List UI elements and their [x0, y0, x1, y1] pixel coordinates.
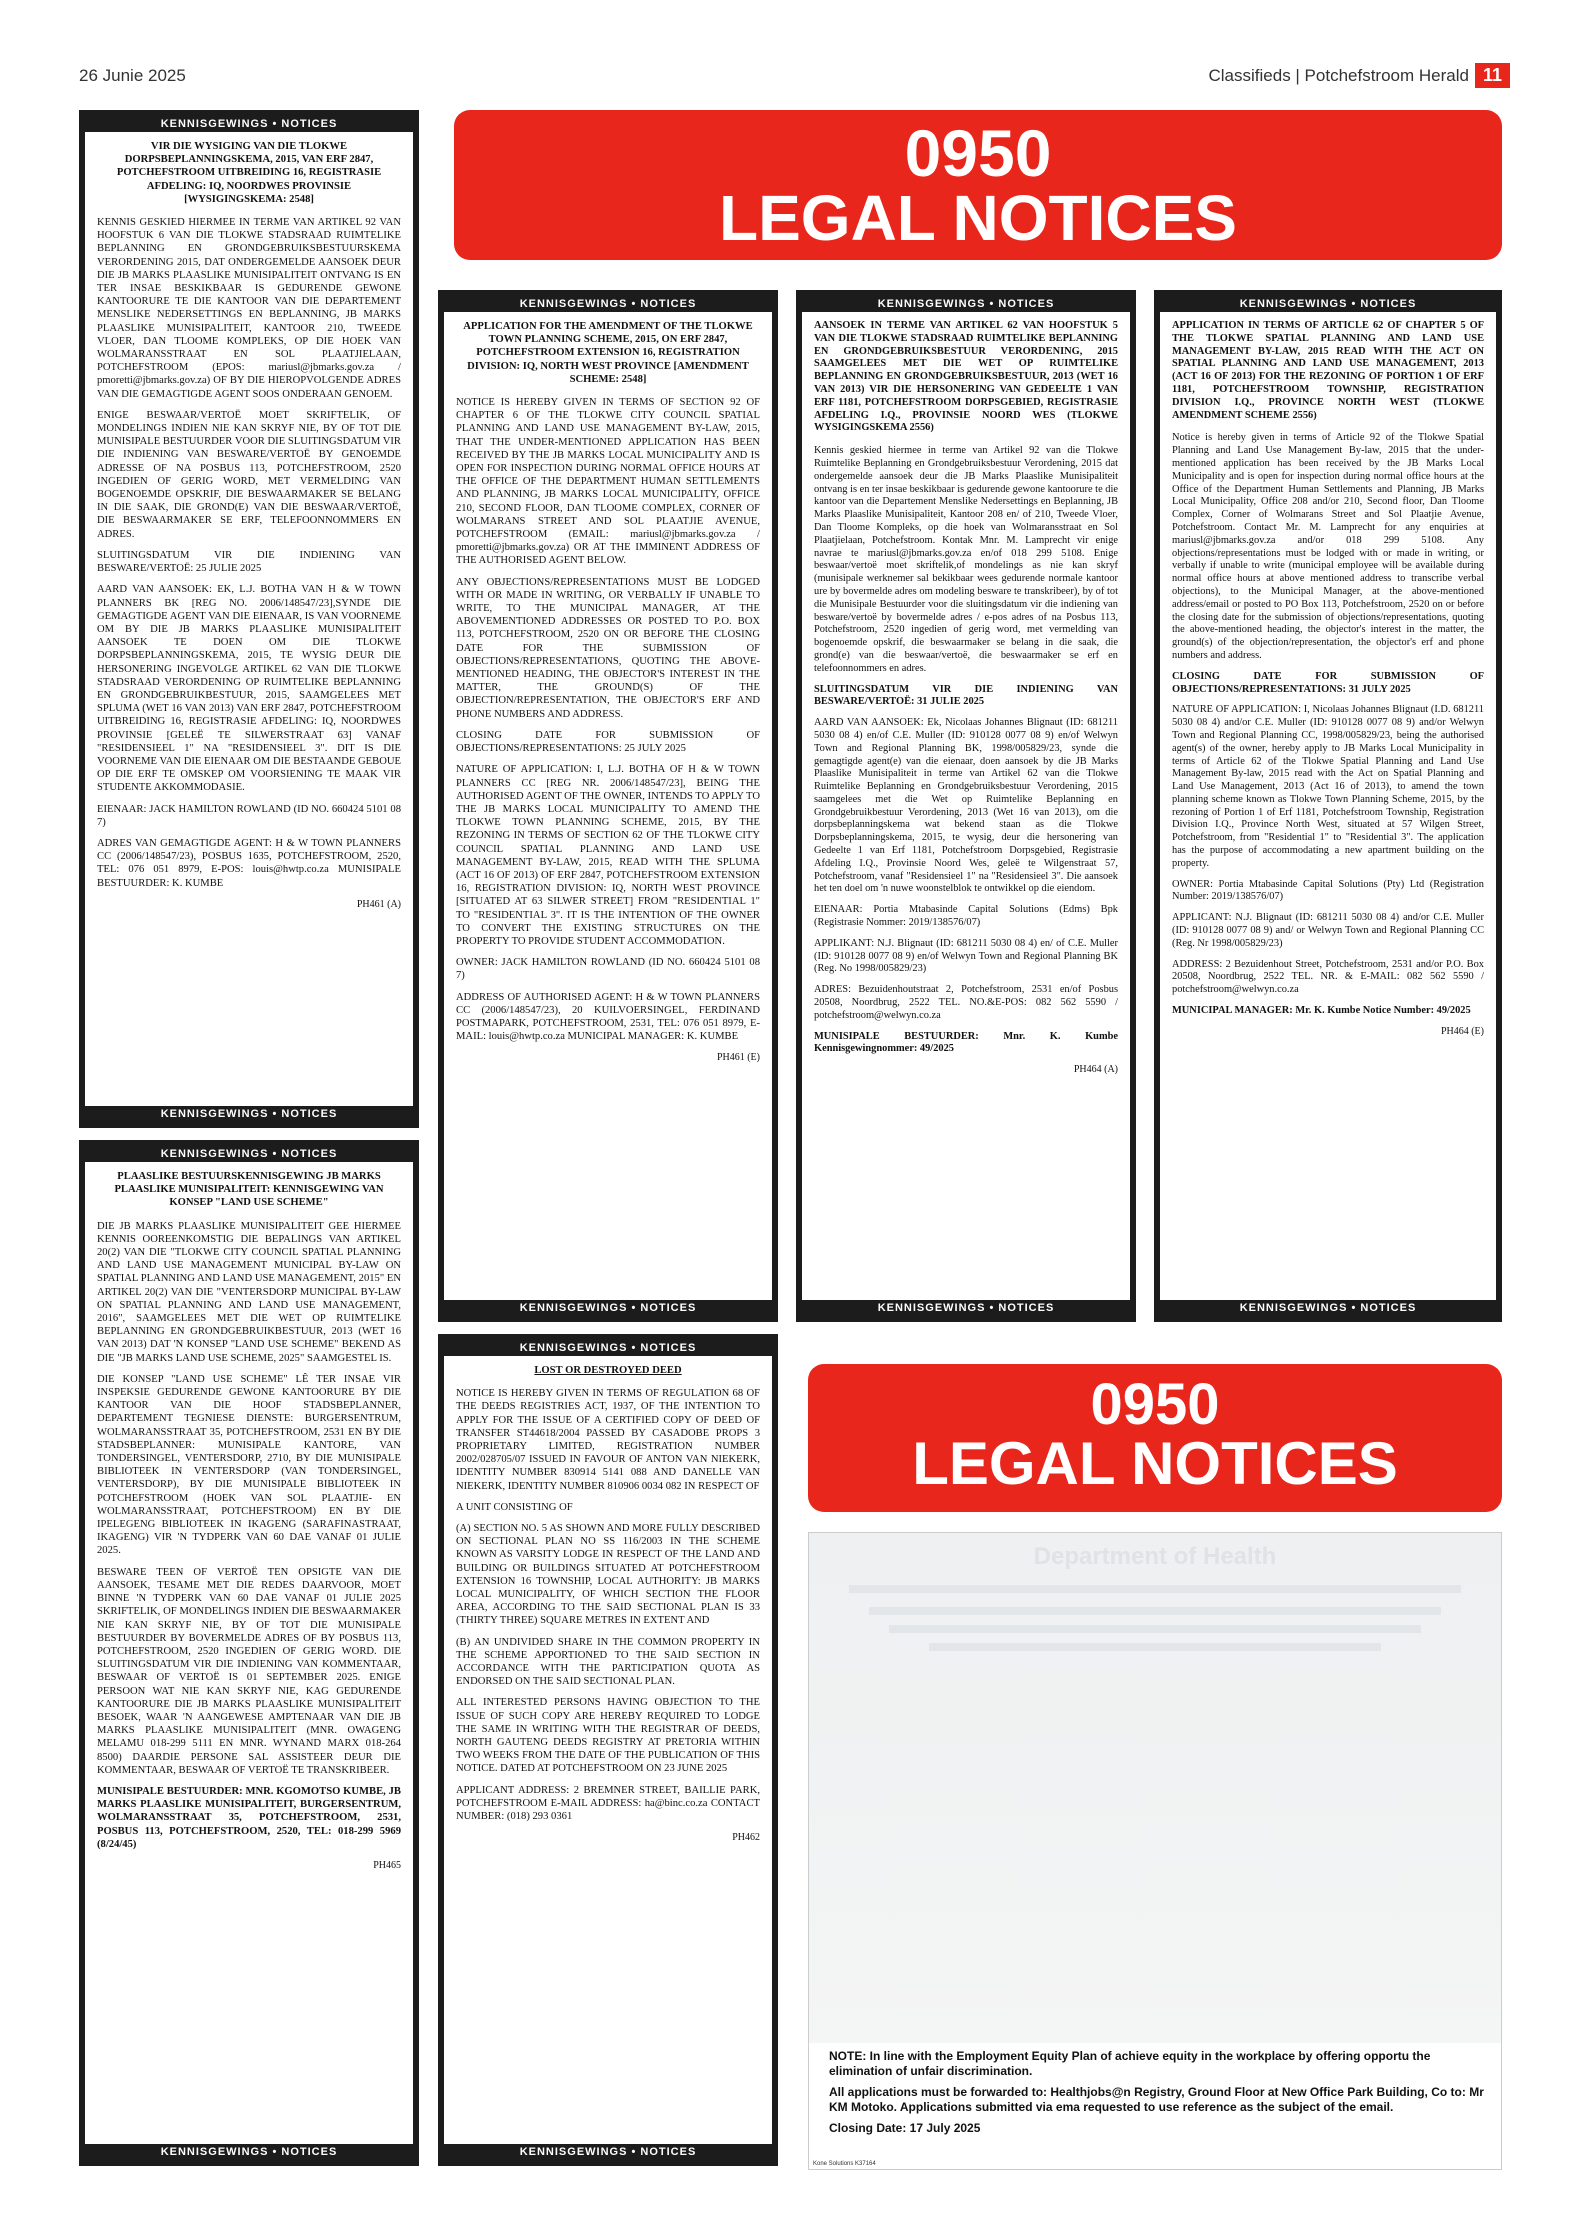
notice-paragraph: APPLICANT: N.J. Blignaut (ID: 681211 5030 08 4) and/or C.E. Muller (ID: 910128 0077 08 9) and/ or Welwyn Town and Regional Planning CC (Reg. Nr 1998/005829/23) [1172, 912, 1484, 949]
advert-closing: Closing Date: 17 July 2025 [829, 2121, 981, 2135]
notice-title: APPLICATION FOR THE AMENDMENT OF THE TLOKWE TOWN PLANNING SCHEME, 2015, ON ERF 2847, POTCHEFSTROOM EXTENSION 16, REGISTRATION DIVISION: IQ, NORTH WEST PROVINCE [AMENDMENT SCHEME: 2548] [463, 321, 753, 385]
notice-body [1160, 312, 1496, 1059]
masthead [1209, 63, 1511, 88]
page-number: 11 [1475, 63, 1510, 88]
notice-paragraph: BESWARE TEEN OF VERTOË TEN OPSIGTE VAN DIE AANSOEK, TESAME MET DIE REDES DAARVOOR, MOET BINNE 'N TYDPERK VAN 60 DAE VANAF 01 JULIE 2025 SKRIFTELIK, OF MONDELINGS INDIEN DIE BESWAARMAKER NIE KAN SKRYF NIE, BY OF TOT DIE MUNISIPALE BESTUURDER BY BOVERMELDE ADRES OF BY POSBUS 113, POTCHEFSTROOM, 2520 INGEDIEN OF GERIG WORD. DIE SLUITINGSDATUM VIR DIE INDIENING VAN KOMMENTAAR, BESWAAR OF VERTOË IS 01 SEPTEMBER 2025. ENIGE PERSOON WAT NIE KAN SKRYF NIE, KAG GEDURENDE KANTOORURE DIE JB MARKS PLAASLIKE MUNISIPALITEIT BESOEK, WAAR 'N AANGEWESE AMPTENAAR VAN DIE JB MARKS PLAASLIKE MUNISIPALITEIT (MNR. OWAGENG MELAMU 018-299 5111 EN MNR. WYNAND MARX 018-264 8500) DAARDIE PERSONE SAL ASSISTEER DEUR DIE KOMMENTAAR, BESWAAR OF VERTOË TE TRANSKRIBEER. [97, 1566, 401, 1776]
notice-paragraph: ENIGE BESWAAR/VERTOË MOET SKRIFTELIK, OF MONDELINGS INDIEN NIE KAN SKRYF NIE, BY OF TOT DIE MUNISIPALE BESTUURDER VOOR DIE SLUITINGSDATUM VIR DIE INDIENING VAN BESWARE/VERTOË BY GENOEMDE ADRESSE OF NA POSBUS 113, POTCHEFSTROOM, 2520 INGEDIEN OF GERIG WORD, MET VERMELDING VAN BOGENOEMDE OPSKRIF, DIE BESWAARMAKER SE BELANG IN DIE SAAK, DIE GROND(E) VAN DIE BESWAAR/VERTOË, DIE BESWAARMAKER SE ERF, TELEFOONNOMMERS EN ADRES. [97, 409, 401, 540]
notice-paragraph: (A) SECTION NO. 5 AS SHOWN AND MORE FULLY DESCRIBED ON SECTIONAL PLAN NO SS 116/2003 IN THE SCHEME KNOWN AS VARSITY LODGE IN RESPECT OF THE LAND AND BUILDING OR BUILDINGS SITUATED AT POTCHEFSTROOM EXTENSION 16 TOWNSHIP, LOCAL AUTHORITY: JB MARKS LOCAL MUNICIPALITY, OF WHICH SECTION THE FLOOR AREA, ACCORDING TO THE SAID SECTIONAL PLAN IS 33 (THIRTY THREE) SQUARE METRES IN EXTENT AND [456, 1523, 760, 1627]
section-banner [454, 110, 1502, 260]
notice-bar: KENNISGEWINGS • NOTICES [444, 1300, 772, 1316]
notice-title: APPLICATION IN TERMS OF ARTICLE 62 OF CHAPTER 5 OF THE TLOKWE SPATIAL PLANNING AND LAND USE MANAGEMENT BY-LAW, 2015 READ WITH THE ACT ON SPATIAL PLANNING AND LAND USE MANAGEMENT, 2013 (ACT 16 OF 2013) FOR THE REZONING OF PORTION 1 OF ERF 1181, POTCHEFSTROOM TOWNSHIP, REGISTRATION DIVISION I.Q., PROVINCE NORTH WEST (TLOKWE AMENDMENT SCHEME 2556) [1172, 320, 1484, 421]
notice-title: LOST OR DESTROYED DEED [534, 1365, 682, 1376]
notice-paragraph: ADRES VAN GEMAGTIGDE AGENT: H & W TOWN PLANNERS CC (2006/148547/23), POSBUS 1635, POTCHEFSTROOM, 2520, TEL: 076 051 8979, E-POS: louis@hwtp.co.za MUNISIPALE BESTUURDER: K. KUMBE [97, 837, 401, 889]
advert-apply: All applications must be forwarded to: Healthjobs@n Registry, Ground Floor at New Office Park Building, Co to: Mr KM Motoko. Applications submitted via ema requested to use reference as the subject of the email. [829, 2085, 1484, 2114]
notice-ref: PH464 (E) [1440, 1025, 1484, 1037]
notice-paragraph: DIE KONSEP "LAND USE SCHEME" LÊ TER INSAE VIR INSPEKSIE GEDURENDE GEWONE KANTOORURE BY DIE KANTOOR VAN DIE HOOF STADSBEPLANNER, DEPARTEMENT TEGNIESE DIENSTE: BURGERSENTRUM, WOLMARANSSTRAAT 35, POTCHEFSTROOM, 2531 EN BY DIE STADSBEPLANNER: MUNISIPALE KANTORE, VAN TONDERSINGEL, VENTERSDORP, 2710, BY DIE MUNISIPALE BIBLIOTEEK IN VENTERSDORP (VAN TONDERSINGEL, VENTERSDORP), BY DIE MUNISIPALE BIBLIOTEEK IN POTCHEFSTROOM (HOEK VAN SOL PLAATJIE- EN WOLMARANSSTRAAT, POTCHEFSTROOM) EN BY DIE IPELEGENG BIBLIOTEEK IN IKAGENG (SARAFINASTRAAT, IKAGENG) VIR 'N TYDPERK VAN 60 DAE VANAF 01 JULIE 2025. [97, 1373, 401, 1557]
notice-body [85, 1162, 413, 1892]
notice-paragraph: A UNIT CONSISTING OF [456, 1501, 573, 1513]
notice-bar: KENNISGEWINGS • NOTICES [802, 1300, 1130, 1316]
faded-line [889, 1625, 1421, 1633]
notice-paragraph: DIE JB MARKS PLAASLIKE MUNISIPALITEIT GEE HIERMEE KENNIS OOREENKOMSTIG DIE BEPALINGS VAN ARTIKEL 20(2) VAN DIE "TLOKWE CITY COUNCIL SPATIAL PLANNING AND LAND USE MANAGEMENT MUNICIPAL BY-LAW ON SPATIAL PLANNING AND LAND USE MANAGEMENT, 2015" EN ARTIKEL 20(2) VAN DIE "VENTERSDORP MUNICIPAL BY-LAW ON SPATIAL PLANNING AND LAND USE MANAGEMENT, 2016", SAAMGELEES MET DIE WET OP RUIMTELIKE BEPLANNING EN GRONDGEBRUIKBESTUUR, 2013 (WET 16 VAN 2013) DAT 'N KONSEP "LAND USE SCHEME" BEKEND AS DIE "JB MARKS LAND USE SCHEME, 2025" SAAMGESTEL IS. [97, 1220, 401, 1364]
notice-box [796, 290, 1136, 1322]
notice-bar: KENNISGEWINGS • NOTICES [1160, 296, 1496, 312]
advert-note: NOTE: In line with the Employment Equity Plan of achieve equity in the workplace by offering opportu the elimination of unfair discrimination. [829, 2049, 1431, 2078]
notice-paragraph: AARD VAN AANSOEK: EK, L.J. BOTHA VAN H & W TOWN PLANNERS BK [REG NO. 2006/148547/23],SYNDE DIE GEMAGTIGDE AGENT VAN DIE EIENAAR, IS VAN VOORNEME OM BY DIE JB MARKS PLAASLIKE MUNISIPALITEIT AANSOEK TE DOEN OM DIE TLOKWE DORPSBEPLANNINGSKEMA, 2015, TE WYSIG DEUR DIE HERSONERING INGEVOLGE ARTIKEL 62 VAN DIE TLOKWE STADSRAAD VERORDENING OP RUIMTELIKE BEPLANNING EN GRONDGEBRUIKBESTUUR, 2015, SAAMGELEES MET SPLUMA (WET 16 VAN 2013) VAN ERF 2847, POTCHEFSTROOM UITBREIDING 16, REGISTRASIE AFDELING: IQ, NOORDWES PROVINSIE [GELEË TE SILWERSTRAAT 63] VANAF "RESIDENSIEEL 1" NA "RESIDENSIEEL 3". DIT IS DIE VOORNEME VAN DIE EIENAAR OM DIE BESTAANDE GEBOUE OP DIE ERF TE OMSKEP OM VOORSIENING TE MAAK VIR STUDENTE AKKOMMODASIE. [97, 584, 401, 794]
notice-ref: PH464 (A) [1073, 1064, 1118, 1076]
notice-paragraph: Notice is hereby given in terms of Article 92 of the Tlokwe Spatial Planning and Land Use Management By-law, 2015 that the under-mentioned application has been received by the JB Marks Local Municipality and is open for inspection during normal office hours at the Office of the Department Human Settlements and Planning, JB Marks Local Municipality, Office 208 and/or 210, Second floor, Dan Tloome Complex, Corner of Wolmarans Street and Sol Plaatjie Avenue, Potchefstroom. Contact Mr. M. Lamprecht for any enquiries at mariusl@jbmarks.gov.za and/or 018 299 5108. Any objections/representations must be lodged with or made in writing, or verbally if unable to write (municipal employee will be available during normal office hours at above mentioned address to transcribe verbal objections), to the Municipal Manager, at the above-mentioned address/email or posted to PO Box 113, Potchefstroom, 2520 on or before the closing date for the submission of objections/representations, quoting the above-mentioned heading, the objector's interest in the matter, the ground(s) of the objection/representation, the objector's erf and phone numbers and address. [1172, 432, 1484, 661]
notice-title: VIR DIE WYSIGING VAN DIE TLOKWE DORPSBEPLANNINGSKEMA, 2015, VAN ERF 2847, POTCHEFSTROOM UITBREIDING 16, REGISTRASIE AFDELING: IQ, NOORDWES PROVINSIE [WYSIGINGSKEMA: 2548] [116, 141, 382, 205]
notice-ref: PH461 (E) [716, 1052, 760, 1064]
notice-ref: PH462 [732, 1832, 760, 1844]
notice-paragraph: MUNISIPALE BESTUURDER: MNR. KGOMOTSO KUMBE, JB MARKS PLAASLIKE MUNISIPALITEIT, BURGERSENTRUM, WOLMARANSSTRAAT 35, POTCHEFSTROOM, 2531, POSBUS 113, POTCHEFSTROOM, 2520, TEL: 018-299 5969 (8/24/45) [97, 1785, 401, 1850]
notice-bar: KENNISGEWINGS • NOTICES [444, 1340, 772, 1356]
page-date: 26 Junie 2025 [79, 66, 186, 85]
notice-title: AANSOEK IN TERME VAN ARTIKEL 62 VAN HOOFSTUK 5 VAN DIE TLOKWE STADSRAAD RUIMTELIKE BEPLANNING EN GRONDGEBRUIKSBESTUUR VERORDENING, 2015 SAAMGELEES MET DIE WET OP RUIMTELIKE BEPLANNING EN GRONDGEBRUIKSBESTUUR, 2013 (WET 16 VAN 2013) VIR DIE HERSONERING VAN GEDEELTE 1 VAN ERF 1181, POTCHEFSTROOM DORPSGEBIED, REGISTRASIE AFDELING I.Q., PROVINSIE NOORD WES (TLOKWE WYSIGINGSKEMA 2556) [814, 320, 1118, 434]
notice-paragraph: NATURE OF APPLICATION: I, L.J. BOTHA OF H & W TOWN PLANNERS CC [REG NR. 2006/148547/23], BEING THE AUTHORISED AGENT OF THE OWNER, INTENDS TO APPLY TO THE JB MARKS LOCAL MUNICIPALITY TO AMEND THE TLOKWE TOWN PLANNING SCHEME, 2015, BY THE REZONING IN TERMS OF SECTION 62 OF THE TLOKWE CITY COUNCIL SPATIAL PLANNING AND LAND USE MANAGEMENT BY-LAW, 2015, READ WITH THE SPLUMA (ACT 16 OF 2013) OF ERF 2847, POTCHEFSTROOM EXTENSION 16, REGISTRATION DIVISION: IQ, NORTH WEST PROVINCE [SITUATED AT 63 SILWER STREET] FROM "RESIDENTIAL 1" TO "RESIDENTIAL 3". IT IS THE INTENTION OF THE OWNER TO CONVERT THE EXISTING STRUCTURES ON THE PROPERTY TO PROVIDE STUDENT ACCOMMODATION. [456, 764, 760, 947]
notice-paragraph: Kennis geskied hiermee in terme van Artikel 92 van die Tlokwe Ruimtelike Beplanning en Grondgebruiksbestuur Verordening, 2015 dat ondergemelde aansoek deur die JB Marks Plaaslike Munisipaliteit ontvang is en ter insae beskikbaar is gedurende gewone kantoorure te die kantoor van die Departement Menslike Nedersettings en Beplanning, JB Marks Plaaslike Munisipaliteit, Kantoor 208 en/ of 210, Tweede Vloer, Dan Tloome Kompleks, op die hoek van Wolmaransstraat en Sol Plaatjielaan, Potchefstroom. Kontak Mnr. M. Lamprecht vir enige navrae te mariusl@jbmarks.gov.za en/of 018 299 5108. Enige beswaar/vertoë moet skriftelik,of mondelings as nie kan skryf (munisipale werknemer sal bekikbaar wees gedurende normale kantoor ure by bovermelde adres om modeling besware te transkribeer), by of tot die Munisipale Bestuurder voor die sluitingsdatum vir die indiening van besware/vertoë by bovermelde adres / e-pos adres of na Posbus 113, Potchefstroom, 2520 ingedien of gerig word, met vermelding van bogenoemde opskrif, die beswaarmaker se belang in die saak, die grond(e) van die beswaar/vertoë, die beswaarmaker se erf en telefoonnommers en adres. [814, 445, 1118, 674]
notice-paragraph: (B) AN UNDIVIDED SHARE IN THE COMMON PROPERTY IN THE SCHEME APPORTIONED TO THE SAID SECTION IN ACCORDANCE WITH THE PARTICIPATION QUOTA AS ENDORSED ON THE SAID SECTIONAL PLAN. [456, 1636, 760, 1688]
faded-line [929, 1643, 1381, 1651]
notice-paragraph: ANY OBJECTIONS/REPRESENTATIONS MUST BE LODGED WITH OR MADE IN WRITING, OR VERBALLY IF UNABLE TO WRITE, TO THE MUNICIPAL MANAGER, AT THE ABOVEMENTIONED ADDRESSES OR POSTED TO P.O. BOX 113, POTCHEFSTROOM, 2520 ON OR BEFORE THE CLOSING DATE FOR THE SUBMISSION OF OBJECTIONS/REPRESENTATIONS, QUOTING THE ABOVE-MENTIONED HEADING, THE OBJECTOR'S INTEREST IN THE MATTER, THE GROUND(S) OF THE OBJECTION/REPRESENTATION, THE OBJECTOR'S ERF AND PHONE NUMBERS AND ADDRESS. [456, 576, 760, 720]
notice-body [85, 132, 413, 931]
notice-paragraph: APPLICANT ADDRESS: 2 BREMNER STREET, BAILLIE PARK, POTCHEFSTROOM E-MAIL ADDRESS: ha@binc.co.za CONTACT NUMBER: (018) 293 0361 [456, 1784, 760, 1823]
notice-paragraph: APPLIKANT: N.J. Blignaut (ID: 681211 5030 08 4) en/ of C.E. Muller (ID: 910128 0077 08 9) en/of Welwyn Town and Regional Planning BK (Reg. No 1998/005829/23) [814, 937, 1118, 975]
notice-paragraph: MUNICIPAL MANAGER: Mr. K. Kumbe Notice Number: 49/2025 [1172, 1005, 1471, 1017]
notice-bar: KENNISGEWINGS • NOTICES [85, 116, 413, 132]
notice-box [79, 1140, 419, 2166]
faded-advert-area [809, 1533, 1501, 2043]
notice-box [1154, 290, 1502, 1322]
notice-bar: KENNISGEWINGS • NOTICES [1160, 1300, 1496, 1316]
notice-paragraph: AARD VAN AANSOEK: Ek, Nicolaas Johannes Blignaut (ID: 681211 5030 08 4) en/of C.E. Muller (ID: 910128 0077 08 9) en/of Welwyn Town and Regional Planning BK, 1998/005829/23, synde die gemagtigde agent(e) van die eienaar, doen aansoek by die JB Marks Plaaslike Munisipaliteit in terme van Artikel 62 van die Tlokwe Ruimtelike Beplanning en Grondgebruiksbestuur Verordening, 2015 saamgelees met die Wet op Ruimtelike Beplanning en Grondgebruikbestuur Verordening, 2013 (Wet 16 van 2013), om die dorpsbeplanningskema wat bekend staan as die Tlokwe Dorpsbeplanningskema, 2015, te wysig, deur die hersonering van Gedeelte 1 van Erf 1181, Potchefstroom Dorpsgebied, Registrasie Afdeling I.Q., Provinsie Noord Wes, geleë te Wilgenstraat 57, Potchefstroom, vanaf "Residensieel 1" na "Residensieel 3". Die aansoek het ten doel om 'n nuwe woonstelblok te ontwikkel op die eiendom. [814, 717, 1118, 895]
faded-line [869, 1607, 1441, 1615]
notice-ref: PH461 (A) [356, 898, 401, 910]
advert-faded-title: Department of Health [1033, 1543, 1277, 1570]
notice-paragraph: EIENAAR: Portia Mtabasinde Capital Solutions (Edms) Bpk (Registrasie Nommer: 2019/138576/07) [814, 904, 1118, 929]
notice-paragraph: NOTICE IS HEREBY GIVEN IN TERMS OF REGULATION 68 OF THE DEEDS REGISTRIES ACT, 1937, OF THE INTENTION TO APPLY FOR THE ISSUE OF A CERTIFIED COPY OF DEED OF TRANSFER ST44618/2004 PASSED BY CASADOBE PROPS 3 PROPRIETARY LIMITED, REGISTRATION NUMBER 2002/028705/07 ISSUED IN FAVOUR OF ANTON VAN NIEKERK, IDENTITY NUMBER 830914 5141 088 AND DANELLE VAN NIEKERK, IDENTITY NUMBER 810906 0034 082 IN RESPECT OF [456, 1388, 760, 1492]
notice-body [802, 312, 1130, 1097]
notice-bar: KENNISGEWINGS • NOTICES [85, 1106, 413, 1122]
notice-bar: KENNISGEWINGS • NOTICES [85, 2144, 413, 2160]
notice-paragraph: MUNISIPALE BESTUURDER: Mnr. K. Kumbe Kennisgewingnommer: 49/2025 [814, 1030, 1118, 1055]
notice-bar: KENNISGEWINGS • NOTICES [85, 1146, 413, 1162]
notice-paragraph: ADDRESS OF AUTHORISED AGENT: H & W TOWN PLANNERS CC (2006/148547/23), 20 KUILVOERSINGEL, FERDINAND POSTMAPARK, POTCHEFSTROOM, 2531, TEL: 076 051 8979, E-MAIL: louis@hwtp.co.za MUNICIPAL MANAGER: K. KUMBE [456, 991, 760, 1043]
notice-paragraph: CLOSING DATE FOR SUBMISSION OF OBJECTIONS/REPRESENTATIONS: 31 JULY 2025 [1172, 670, 1484, 695]
notice-paragraph: NATURE OF APPLICATION: I, Nicolaas Johannes Blignaut (I.D. 681211 5030 08 4) and/or C.E. Muller (ID: 910128 0077 08 9) and/or Welwyn Town and Regional Planning CC, 1998/005829/23, being the authorised agent(s) of the owner, hereby apply to JB Marks Local Municipality in terms of Article 62 of the Tlokwe Spatial Planning and Land Use Management By-law, 2015 read with the Act on Spatial Planning and Land Use Management, 2013 (Act 16 of 2013), to amend the town planning scheme known as Tlokwe Town Planning Scheme, 2015, by the rezoning of Portion 1 of Erf 1181, Potchefstroom Township, Registration Division I.Q., Province North West, situated at 57 Wilgen Street, Potchefstroom, from "Residential 1" to "Residential 3". The application has the purpose of accommodating a new apartment building on the property. [1172, 704, 1484, 869]
notice-paragraph: ALL INTERESTED PERSONS HAVING OBJECTION TO THE ISSUE OF SUCH COPY ARE HEREBY REQUIRED TO LODGE THE SAME IN WRITING WITH THE REGISTRAR OF DEEDS, NORTH GAUTENG DEEDS REGISTRY AT PRETORIA WITHIN TWO WEEKS FROM THE DATE OF THE PUBLICATION OF THIS NOTICE. DATED AT POTCHEFSTROOM ON 23 JUNE 2025 [456, 1697, 760, 1775]
advert-note-block [829, 2049, 1489, 2136]
notice-box [438, 1334, 778, 2166]
banner-label: LEGAL NOTICES [912, 1430, 1398, 1497]
notice-bar: KENNISGEWINGS • NOTICES [444, 296, 772, 312]
notice-box [79, 110, 419, 1128]
notice-paragraph: KENNIS GESKIED HIERMEE IN TERME VAN ARTIKEL 92 VAN HOOFSTUK 6 VAN DIE TLOKWE STADSRAAD RUIMTELIKE BEPLANNING EN GRONDGEBRUIKSBESTUURSKEMA VERORDENING 2015, DAT ONDERGEMELDE AANSOEK DEUR DIE JB MARKS PLAASLIKE MUNISIPALITEIT ONTVANG IS EN TER INSAE BESKIKBAAR IS GEDURENDE GEWONE KANTOORURE TE DIE KANTOOR VAN DIE DEPARTEMENT MENSLIKE NEDERSETTINGS EN BEPLANNING, JB MARKS PLAASLIKE MUNISIPALITEIT, KANTOOR 210, TWEEDE VLOER, DAN TLOOME KOMPLEKS, OP DIE HOEK VAN WOLMARANSSTRAAT EN SOL PLAATJIELAAN, POTCHEFSTROOM (EPOS: mariusl@jbmarks.gov.za / pmoretti@jbmarks.gov.za) OF BY DIE HIEROPVOLGENDE ADRES VAN DIE GEMAGTIGDE AGENT SOOS ONDERAAN GENOEM. [97, 217, 401, 400]
notice-paragraph: OWNER: Portia Mtabasinde Capital Solutions (Pty) Ltd (Registration Number: 2019/138576/07) [1172, 878, 1484, 903]
publication-name: Classifieds | Potchefstroom Herald [1208, 65, 1469, 85]
notice-body [444, 1356, 772, 1865]
notice-bar: KENNISGEWINGS • NOTICES [802, 296, 1130, 312]
notice-box [438, 290, 778, 1322]
notice-paragraph: ADRES: Bezuidenhoutstraat 2, Potchefstroom, 2531 en/of Posbus 20508, Noordbrug, 2522 TEL. NO.&E-POS: 082 562 5590 / potchefstroom@welwyn.co.za [814, 984, 1118, 1021]
notice-title: PLAASLIKE BESTUURSKENNISGEWING JB MARKS PLAASLIKE MUNISIPALITEIT: KENNISGEWING VAN KONSEP "LAND USE SCHEME" [114, 1171, 384, 1209]
notice-body [444, 312, 772, 1085]
faded-line [849, 1585, 1461, 1593]
notice-paragraph: OWNER: JACK HAMILTON ROWLAND (ID NO. 660424 5101 08 7) [456, 957, 760, 982]
notice-paragraph: SLUITINGSDATUM VIR DIE INDIENING VAN BESWARE/VERTOË: 31 JULIE 2025 [814, 683, 1118, 708]
notice-paragraph: EIENAAR: JACK HAMILTON ROWLAND (ID NO. 660424 5101 08 7) [97, 803, 401, 828]
section-banner [808, 1364, 1502, 1512]
notice-paragraph: ADDRESS: 2 Bezuidenhout Street, Potchefstroom, 2531 and/or P.O. Box 20508, Noordbrug, 2522 TEL. NR. & E-MAIL: 082 562 5590 / potchefstroom@welwyn.co.za [1172, 958, 1484, 996]
advert-credit: Kone Solutions K37164 [813, 2161, 876, 2167]
notice-bar: KENNISGEWINGS • NOTICES [444, 2144, 772, 2160]
notice-paragraph: SLUITINGSDATUM VIR DIE INDIENING VAN BESWARE/VERTOË: 25 JULIE 2025 [97, 549, 401, 575]
advertisement [808, 1532, 1502, 2170]
notice-ref: PH465 [373, 1859, 401, 1871]
banner-number: 0950 [1090, 1372, 1220, 1437]
banner-number: 0950 [904, 116, 1052, 190]
notice-paragraph: NOTICE IS HEREBY GIVEN IN TERMS OF SECTION 92 OF CHAPTER 6 OF THE TLOKWE CITY COUNCIL SPATIAL PLANNING AND LAND USE MANAGEMENT BY-LAW, 2015, THAT THE UNDER-MENTIONED APPLICATION HAS BEEN RECEIVED BY THE JB MARKS LOCAL MUNICIPALITY AND IS OPEN FOR INSPECTION DURING NORMAL OFFICE HOURS AT THE OFFICE OF THE DEPARTMENT HUMAN SETTLEMENTS AND PLANNING, JB MARKS LOCAL MUNICIPALITY, OFFICE 210, SECOND FLOOR, DAN TLOOME COMPLEX, CORNER OF WOLMARANS STREET AND SOL PLAATJIE AVENUE, POTCHEFSTROOM (EMAIL: mariusl@jbmarks.gov.za / pmoretti@jbmarks.gov.za) OR AT THE IMMINENT ADDRESS OF THE AUTHORISED AGENT BELOW. [456, 397, 760, 567]
banner-label: LEGAL NOTICES [719, 182, 1237, 254]
notice-paragraph: CLOSING DATE FOR SUBMISSION OF OBJECTIONS/REPRESENTATIONS: 25 JULY 2025 [456, 729, 760, 755]
